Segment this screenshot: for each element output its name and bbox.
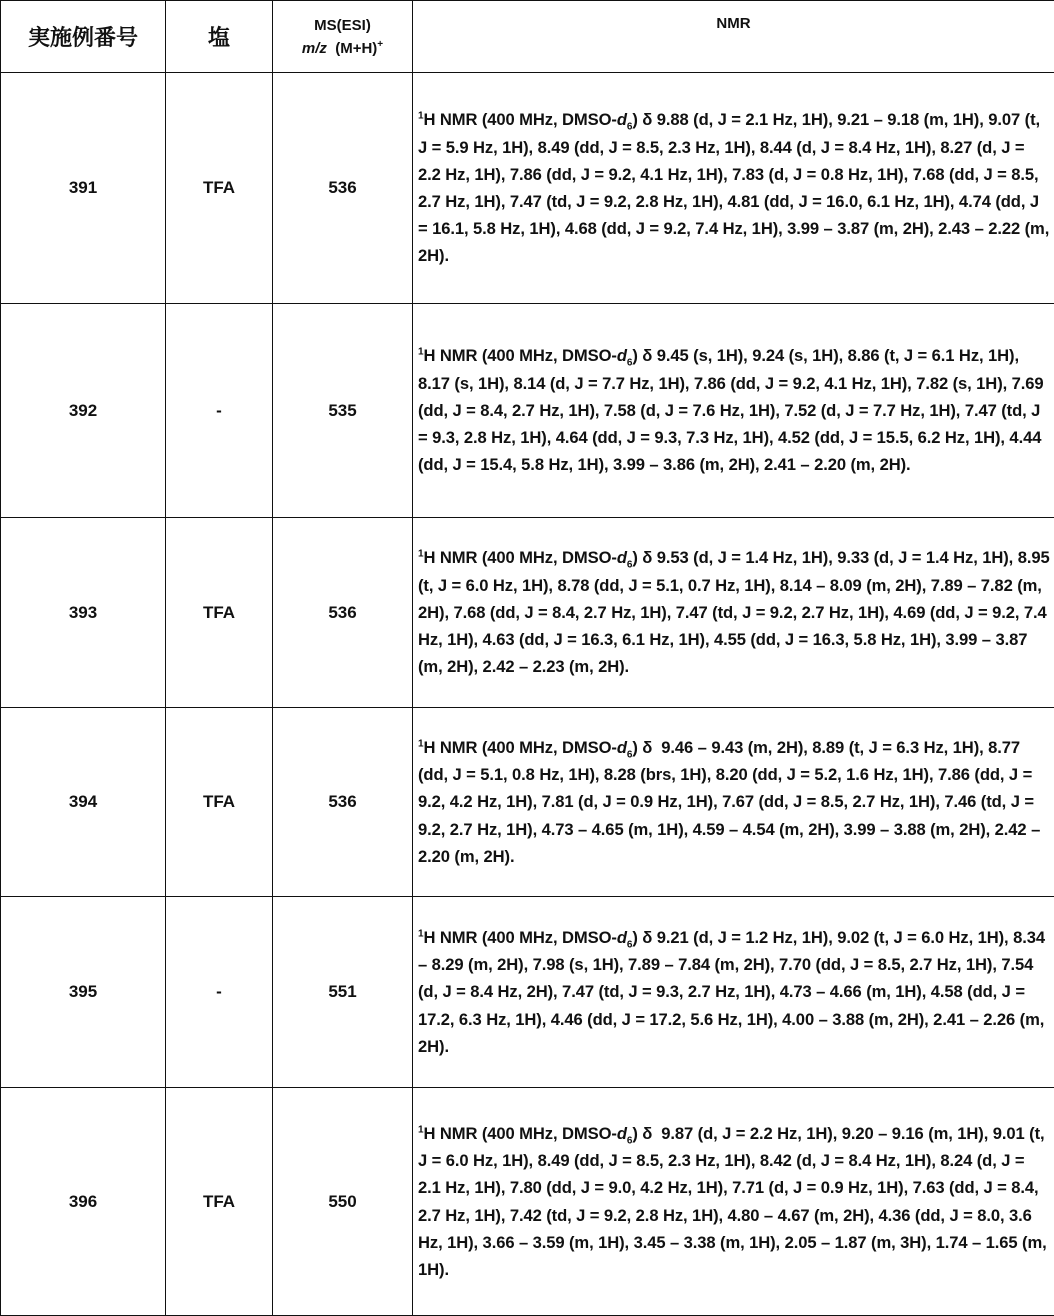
nmr-isotope: 1 bbox=[418, 111, 423, 122]
example-no: 396 bbox=[1, 1088, 166, 1316]
nmr-solvent-sub: 6 bbox=[627, 939, 632, 950]
salt: TFA bbox=[166, 1088, 273, 1316]
nmr-peaks: 9.45 (s, 1H), 9.24 (s, 1H), 8.86 (t, J = 6.1 Hz, 1H), 8.17 (s, 1H), 8.14 (d, J = 7.7 Hz, 1H), 7.86 (dd, J = 9.2, 4.1 Hz, 1H), 7.82 (s, 1H), 7.69 (dd, J = 8.4, 2.7 Hz, 1H), 7.58 (d, J = 7.6 Hz, 1H), 7.52 (d, J = 7.7 Hz, 1H), 7.47 (td, J = 9.3, 2.8 Hz, 1H), 4.64 (dd, J = 9.3, 7.3 Hz, 1H), 4.52 (dd, J = 15.5, 6.2 Hz, 1H), 4.44 (dd, J = 15.4, 5.8 Hz, 1H), 3.99 – 3.86 (m, 2H), 2.41 – 2.20 (m, 2H). bbox=[418, 346, 1048, 474]
ms-value: 536 bbox=[273, 708, 413, 897]
nmr-data bbox=[413, 518, 1054, 708]
nmr-isotope: 1 bbox=[418, 347, 423, 358]
nmr-peaks: 9.88 (d, J = 2.1 Hz, 1H), 9.21 – 9.18 (m, 1H), 9.07 (t, J = 5.9 Hz, 1H), 8.49 (dd, J = 8.5, 2.3 Hz, 1H), 8.44 (d, J = 8.4 Hz, 1H), 8.27 (d, J = 2.2 Hz, 1H), 7.86 (dd, J = 9.2, 4.1 Hz, 1H), 7.83 (d, J = 0.8 Hz, 1H), 7.68 (dd, J = 8.5, 2.7 Hz, 1H), 7.47 (td, J = 9.2, 2.8 Hz, 1H), 4.81 (dd, J = 16.0, 6.1 Hz, 1H), 4.74 (dd, J = 16.1, 5.8 Hz, 1H), 4.68 (dd, J = 9.2, 7.4 Hz, 1H), 3.99 – 3.87 (m, 2H), 2.43 – 2.22 (m, 2H). bbox=[418, 110, 1054, 265]
nmr-delta: ) δ bbox=[632, 110, 652, 129]
ms-value: 536 bbox=[273, 518, 413, 708]
nmr-delta: ) δ bbox=[632, 738, 652, 757]
salt: - bbox=[166, 897, 273, 1088]
header-example-no: 実施例番号 bbox=[1, 1, 166, 73]
nmr-solvent-d: d bbox=[617, 1124, 627, 1143]
nmr-isotope: 1 bbox=[418, 1124, 423, 1135]
example-no: 394 bbox=[1, 708, 166, 897]
nmr-data bbox=[413, 897, 1054, 1088]
header-ms bbox=[273, 1, 413, 73]
nmr-solvent-d: d bbox=[617, 548, 627, 567]
nmr-data bbox=[413, 304, 1054, 518]
table-row bbox=[1, 1088, 1054, 1316]
example-no: 393 bbox=[1, 518, 166, 708]
nmr-data bbox=[413, 1088, 1054, 1316]
nmr-data bbox=[413, 708, 1054, 897]
salt: - bbox=[166, 304, 273, 518]
salt: TFA bbox=[166, 708, 273, 897]
salt: TFA bbox=[166, 518, 273, 708]
nmr-solvent-sub: 6 bbox=[627, 122, 632, 133]
table-row bbox=[1, 897, 1054, 1088]
nmr-isotope: 1 bbox=[418, 928, 423, 939]
ion-charge: + bbox=[377, 39, 383, 50]
header-nmr: NMR bbox=[413, 1, 1054, 73]
header-row bbox=[1, 1, 1054, 73]
nmr-solvent-sub: 6 bbox=[627, 358, 632, 369]
nmr-delta: ) δ bbox=[632, 928, 652, 947]
nmr-solvent-d: d bbox=[617, 110, 627, 129]
nmr-solvent-d: d bbox=[617, 346, 627, 365]
ms-value: 535 bbox=[273, 304, 413, 518]
nmr-solvent-d: d bbox=[617, 738, 627, 757]
nmr-peaks: 9.87 (d, J = 2.2 Hz, 1H), 9.20 – 9.16 (m, 1H), 9.01 (t, J = 6.0 Hz, 1H), 8.49 (dd, J = 8.5, 2.3 Hz, 1H), 8.42 (d, J = 8.4 Hz, 1H), 8.24 (d, J = 2.1 Hz, 1H), 7.80 (dd, J = 9.0, 4.2 Hz, 1H), 7.71 (d, J = 0.9 Hz, 1H), 7.63 (dd, J = 8.4, 2.7 Hz, 1H), 7.42 (td, J = 9.2, 2.8 Hz, 1H), 4.80 – 4.67 (m, 2H), 4.36 (dd, J = 8.0, 3.6 Hz, 1H), 3.66 – 3.59 (m, 1H), 3.45 – 3.38 (m, 1H), 2.05 – 1.87 (m, 3H), 1.74 – 1.65 (m, 1H). bbox=[418, 1124, 1051, 1279]
table-row bbox=[1, 708, 1054, 897]
nmr-data-table bbox=[0, 0, 1054, 1316]
mz-label: m/z bbox=[302, 40, 327, 57]
nmr-solvent-sub: 6 bbox=[627, 1135, 632, 1146]
nmr-data bbox=[413, 73, 1054, 304]
ion-label: (M+H) bbox=[335, 40, 377, 57]
ms-value: 536 bbox=[273, 73, 413, 304]
salt: TFA bbox=[166, 73, 273, 304]
nmr-delta: ) δ bbox=[632, 346, 652, 365]
nmr-prefix: H NMR (400 MHz, DMSO- bbox=[423, 928, 616, 947]
example-no: 392 bbox=[1, 304, 166, 518]
table-row bbox=[1, 518, 1054, 708]
nmr-prefix: H NMR (400 MHz, DMSO- bbox=[423, 548, 616, 567]
nmr-prefix: H NMR (400 MHz, DMSO- bbox=[423, 110, 616, 129]
header-ms-line2 bbox=[273, 37, 412, 60]
example-no: 395 bbox=[1, 897, 166, 1088]
nmr-solvent-sub: 6 bbox=[627, 749, 632, 760]
nmr-peaks: 9.46 – 9.43 (m, 2H), 8.89 (t, J = 6.3 Hz, 1H), 8.77 (dd, J = 5.1, 0.8 Hz, 1H), 8.28 (brs, 1H), 8.20 (dd, J = 5.2, 1.6 Hz, 1H), 7.86 (dd, J = 9.2, 4.2 Hz, 1H), 7.81 (d, J = 0.9 Hz, 1H), 7.67 (dd, J = 8.5, 2.7 Hz, 1H), 7.46 (td, J = 9.2, 2.7 Hz, 1H), 4.73 – 4.65 (m, 1H), 4.59 – 4.54 (m, 2H), 3.99 – 3.88 (m, 2H), 2.42 – 2.20 (m, 2H). bbox=[418, 738, 1045, 866]
nmr-delta: ) δ bbox=[632, 548, 652, 567]
ms-value: 550 bbox=[273, 1088, 413, 1316]
header-ms-line1: MS(ESI) bbox=[273, 14, 412, 37]
table-row bbox=[1, 73, 1054, 304]
nmr-prefix: H NMR (400 MHz, DMSO- bbox=[423, 738, 616, 757]
nmr-prefix: H NMR (400 MHz, DMSO- bbox=[423, 1124, 616, 1143]
nmr-isotope: 1 bbox=[418, 549, 423, 560]
nmr-prefix: H NMR (400 MHz, DMSO- bbox=[423, 346, 616, 365]
nmr-isotope: 1 bbox=[418, 738, 423, 749]
nmr-peaks: 9.53 (d, J = 1.4 Hz, 1H), 9.33 (d, J = 1.4 Hz, 1H), 8.95 (t, J = 6.0 Hz, 1H), 8.78 (dd, J = 5.1, 0.7 Hz, 1H), 8.14 – 8.09 (m, 2H), 7.89 – 7.82 (m, 2H), 7.68 (dd, J = 8.4, 2.7 Hz, 1H), 7.47 (td, J = 9.2, 2.7 Hz, 1H), 4.69 (dd, J = 9.2, 7.4 Hz, 1H), 4.63 (dd, J = 16.3, 6.1 Hz, 1H), 4.55 (dd, J = 16.3, 5.8 Hz, 1H), 3.99 – 3.87 (m, 2H), 2.42 – 2.23 (m, 2H). bbox=[418, 548, 1054, 676]
header-salt: 塩 bbox=[166, 1, 273, 73]
table-row bbox=[1, 304, 1054, 518]
nmr-delta: ) δ bbox=[632, 1124, 652, 1143]
nmr-peaks: 9.21 (d, J = 1.2 Hz, 1H), 9.02 (t, J = 6.0 Hz, 1H), 8.34 – 8.29 (m, 2H), 7.98 (s, 1H), 7.89 – 7.84 (m, 2H), 7.70 (dd, J = 8.5, 2.7 Hz, 1H), 7.54 (d, J = 8.4 Hz, 2H), 7.47 (td, J = 9.3, 2.7 Hz, 1H), 4.73 – 4.66 (m, 1H), 4.58 (dd, J = 17.2, 6.3 Hz, 1H), 4.46 (dd, J = 17.2, 5.6 Hz, 1H), 4.00 – 3.88 (m, 2H), 2.41 – 2.26 (m, 2H). bbox=[418, 928, 1050, 1056]
ms-value: 551 bbox=[273, 897, 413, 1088]
nmr-solvent-sub: 6 bbox=[627, 560, 632, 571]
nmr-solvent-d: d bbox=[617, 928, 627, 947]
example-no: 391 bbox=[1, 73, 166, 304]
